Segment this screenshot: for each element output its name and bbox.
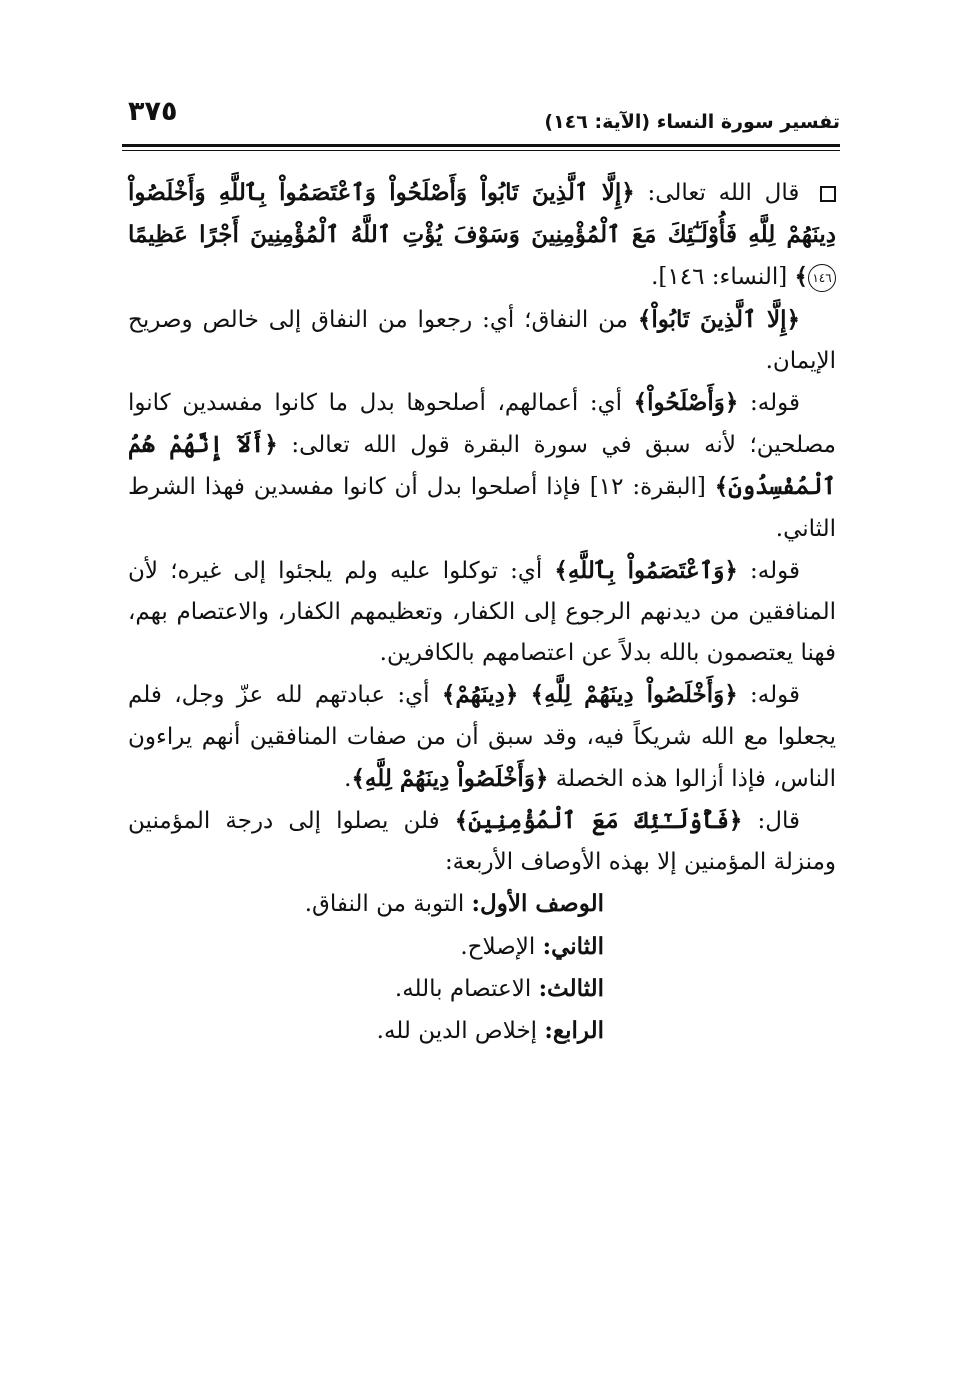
verse-intro: قال الله تعالى: bbox=[647, 180, 800, 206]
quoted-phrase: ﴿وَأَخْلَصُواْ دِينَهُمْ لِلَّهِ﴾ bbox=[530, 681, 738, 709]
paragraph-lead: قوله: bbox=[750, 682, 801, 709]
paragraph-text: أي: أعمالهم، أصلحوها بدل ما كانوا مفسدين كانوا مصلحين؛ لأنه سبق في سورة البقرة قول الله تعالى: bbox=[128, 390, 836, 459]
list-item-text: الإصلاح. bbox=[460, 933, 536, 960]
quoted-phrase: ﴿وَٱعْتَصَمُواْ بِٱللَّهِ﴾ bbox=[554, 556, 738, 584]
quoted-phrase: ﴿وَأَصْلَحُواْ﴾ bbox=[633, 389, 739, 417]
header-rule-thin bbox=[122, 150, 840, 151]
verse-paragraph bbox=[128, 172, 836, 299]
paragraph-text: فلن يصلوا إلى درجة المؤمنين ومنزلة المؤمنين إلا بهذه الأوصاف الأربعة: bbox=[128, 808, 836, 876]
list-item-label: الرابع: bbox=[544, 1017, 604, 1045]
paragraph-text-2: [البقرة: ١٢] فإذا أصلحوا بدل أن كانوا مفسدين فهذا الشرط الثاني. bbox=[128, 474, 836, 542]
square-bullet-icon bbox=[820, 186, 836, 202]
list-item bbox=[128, 883, 836, 925]
verse-close-bracket: ﴾ bbox=[794, 263, 808, 291]
commentary-paragraph-4 bbox=[128, 674, 836, 800]
verse-quote: ﴿إِلَّا ٱلَّذِينَ تَابُواْ وَأَصْلَحُواْ وَٱعْتَصَمُواْ بِٱللَّهِ وَأَخْلَصُواْ دِينَهُمْ لِلَّهِ فَأُوْلَـٰٓئِكَ مَعَ ٱلْمُؤْمِنِينَ وَسَوْفَ يُؤْتِ ٱللَّهُ ٱلْمُؤْمِنِينَ أَجْرًا عَظِيمًا bbox=[128, 179, 836, 249]
list-item bbox=[128, 1010, 836, 1052]
ayah-number-icon: ١٤٦ bbox=[808, 264, 836, 292]
verse-citation: [النساء: ١٤٦]. bbox=[651, 264, 788, 291]
page-header bbox=[128, 86, 840, 138]
body-text bbox=[128, 172, 836, 1052]
quoted-phrase: ﴿إِلَّا ٱلَّذِينَ تَابُواْ﴾ bbox=[637, 305, 801, 333]
list-item-label: الثاني: bbox=[542, 932, 604, 960]
commentary-paragraph-2 bbox=[128, 382, 836, 550]
quoted-phrase: ﴿فَأُوْلَـٰٓئِكَ مَعَ ٱلْمُؤْمِنِينَ﴾ bbox=[454, 807, 743, 835]
paragraph-lead: قوله: bbox=[750, 557, 801, 584]
four-qualities-list bbox=[128, 883, 836, 1052]
commentary-paragraph-5 bbox=[128, 800, 836, 883]
paragraph-text-2: . bbox=[344, 765, 352, 792]
page-number: ٣٧٥ bbox=[128, 96, 178, 127]
list-item bbox=[128, 926, 836, 968]
commentary-paragraph-1 bbox=[128, 299, 836, 382]
quoted-phrase-3: ﴿وَأَخْلَصُواْ دِينَهُمْ لِلَّهِ﴾ bbox=[351, 764, 549, 792]
quoted-phrase-2: ﴿أَلَآ إِنَّهُمْ هُمُ ٱلْمُفْسِدُونَ﴾ bbox=[128, 431, 837, 501]
list-item-text: التوبة من النفاق. bbox=[304, 891, 465, 918]
list-item-text: الاعتصام بالله. bbox=[394, 975, 532, 1002]
header-rule-thick bbox=[122, 144, 840, 147]
list-item-label: الثالث: bbox=[538, 974, 604, 1002]
paragraph-lead: قال: bbox=[757, 808, 800, 835]
paragraph-text: من النفاق؛ أي: رجعوا من النفاق إلى خالص وصريح الإيمان. bbox=[128, 306, 836, 374]
paragraph-text: أي: توكلوا عليه ولم يلجئوا إلى غيره؛ لأن المنافقين من ديدنهم الرجوع إلى الكفار، وتعظيمهم الكفار، والاعتصام بهم، فهنا يعتصمون بالله بدلاً عن اعتصامهم بالكافرين. bbox=[128, 557, 836, 667]
paragraph-lead: قوله: bbox=[750, 390, 801, 417]
quoted-phrase-2: ﴿دِينَهُمْ﴾ bbox=[441, 681, 519, 709]
commentary-paragraph-3 bbox=[128, 550, 836, 675]
list-item bbox=[128, 968, 836, 1010]
running-title: تفسير سورة النساء (الآية: ١٤٦) bbox=[544, 111, 840, 133]
list-item-text: إخلاص الدين لله. bbox=[376, 1018, 538, 1045]
list-item-label: الوصف الأول: bbox=[471, 890, 604, 918]
paragraph-text: أي: عبادتهم لله عزّ وجل، فلم يجعلوا مع الله شريكاً فيه، وقد سبق أن من صفات المنافقين أنهم يراءون الناس، فإذا أزالوا هذه الخصلة bbox=[128, 682, 836, 792]
